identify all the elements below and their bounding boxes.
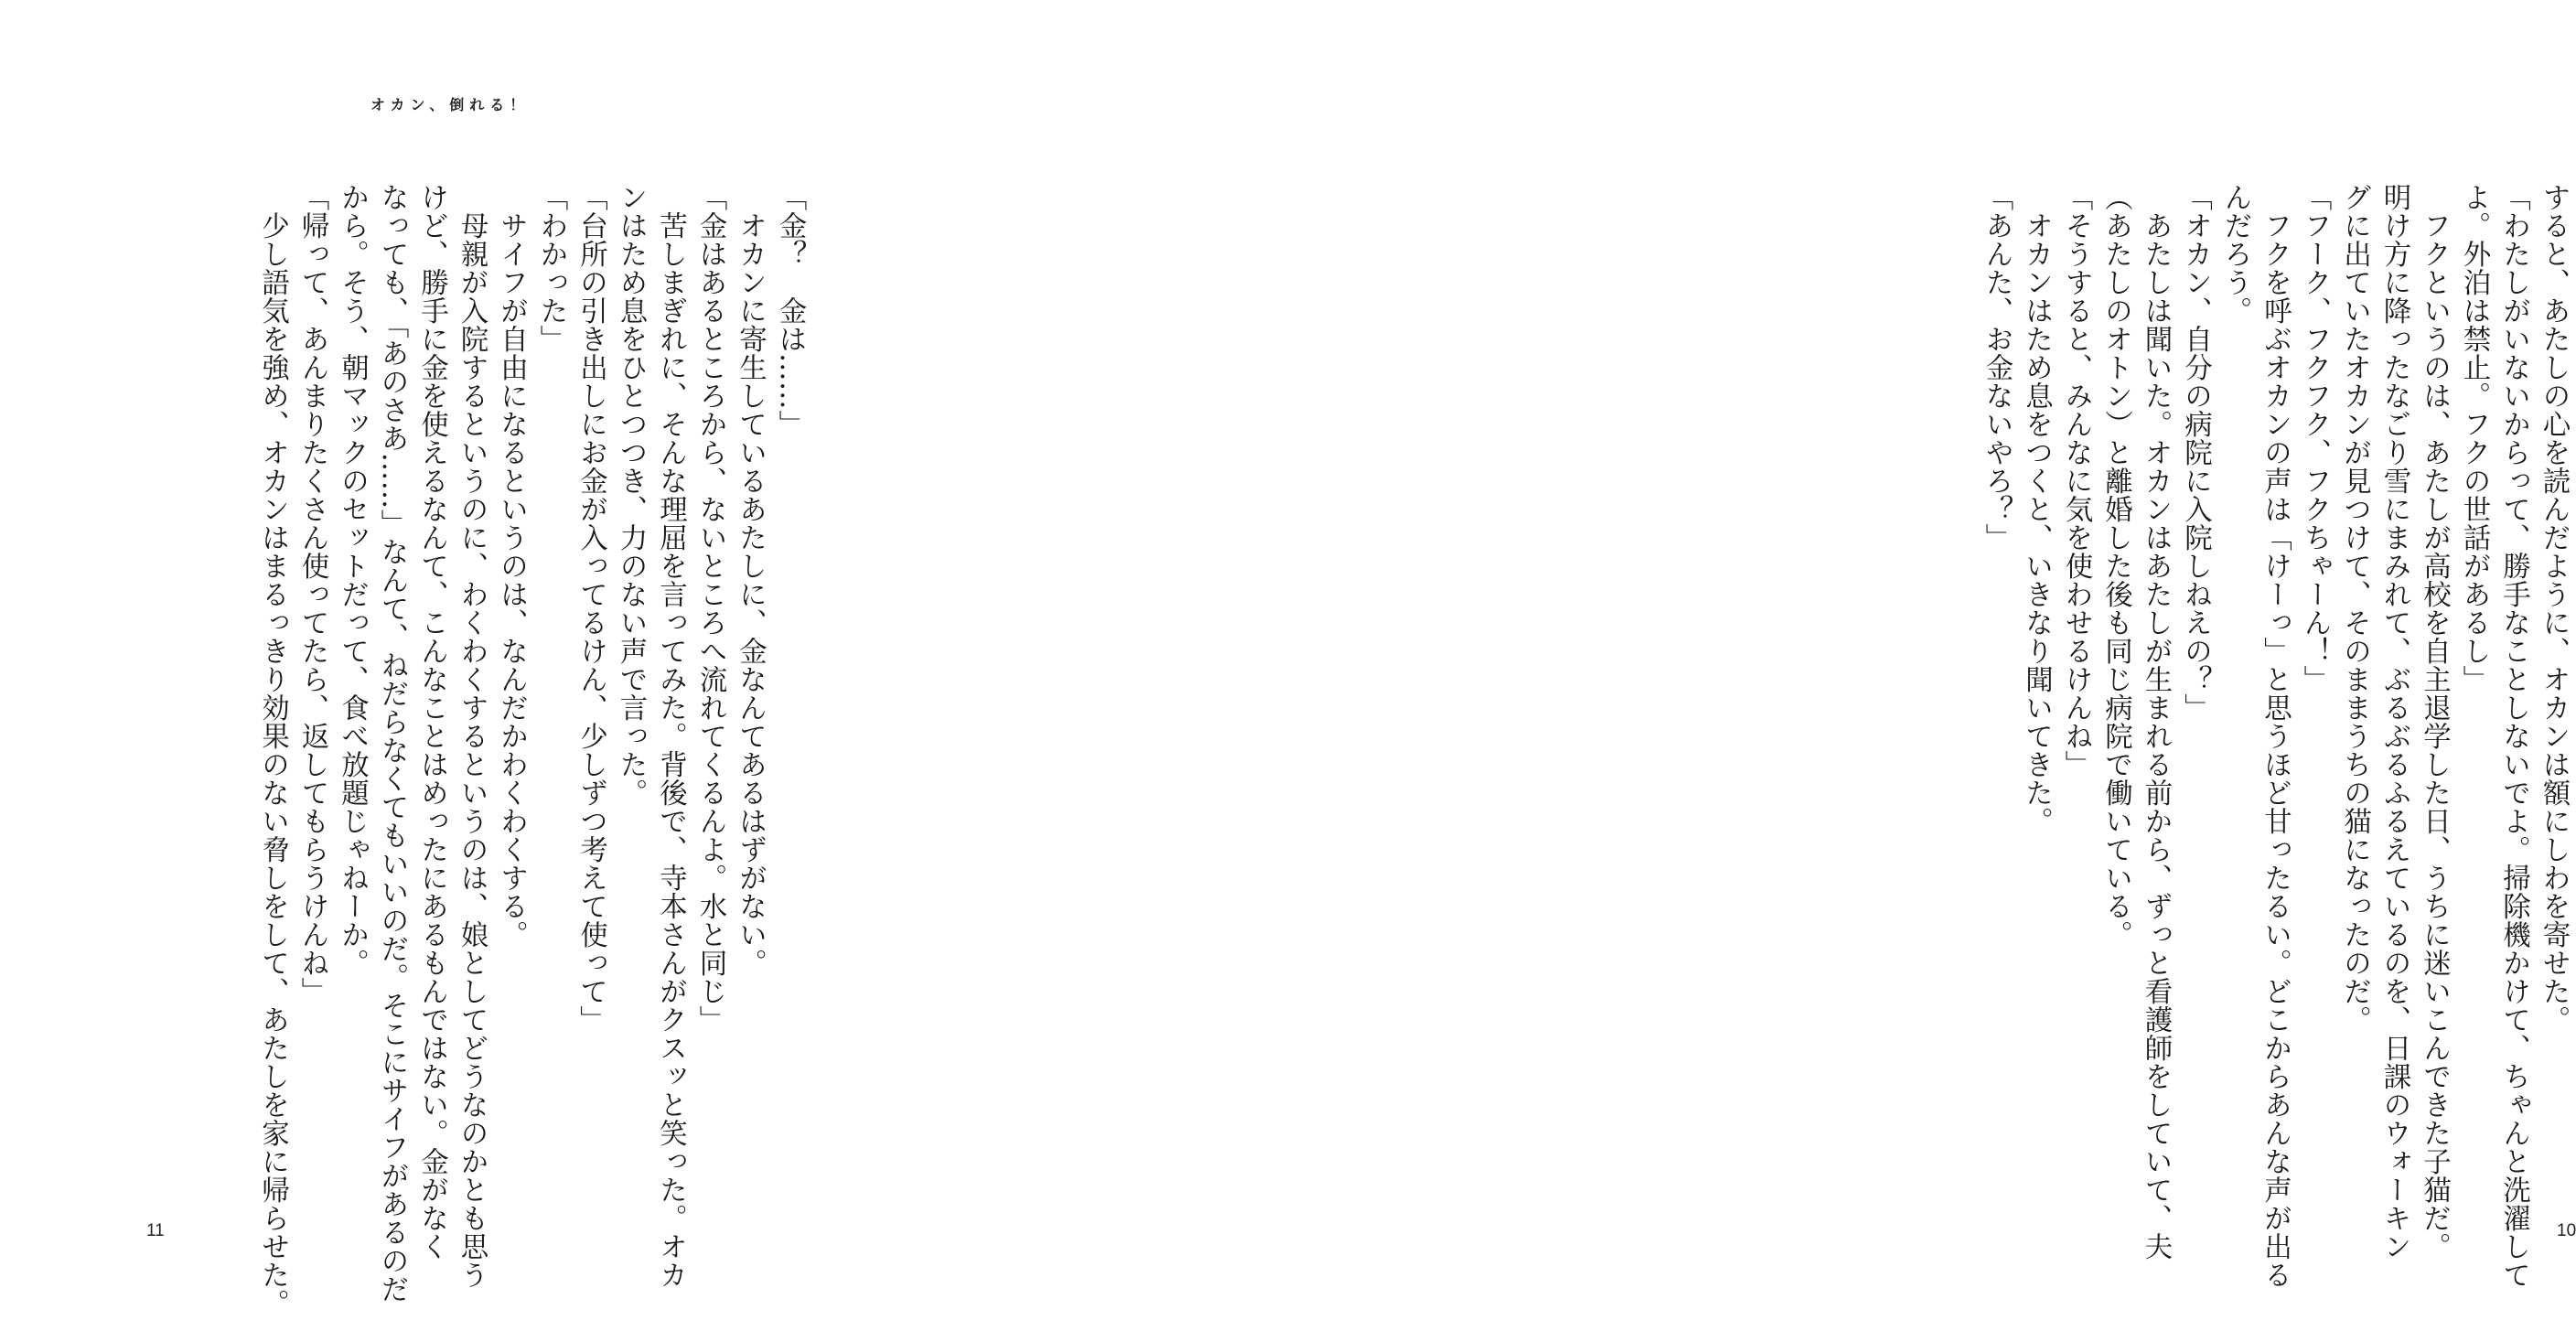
text-line: オカンに寄生しているあたしに、金なんてあるはずがない。	[734, 183, 767, 977]
text-line: フクというのは、あたしが高校を自主退学した日、うちに迷いこんできた子猫だ。	[2418, 183, 2451, 1261]
running-head: オカン、倒れる！	[370, 96, 531, 113]
text-line: 明け方に降ったなごり雪にまみれて、ぶるぶるふるえているのを、日課のウォーキン	[2378, 183, 2410, 1261]
left-page	[0, 0, 915, 1320]
text-line: んだろう。	[2219, 183, 2251, 325]
text-line: 「金はあるところから、ないところへ流れてくるんよ。水と同じ」	[694, 183, 726, 1034]
text-line: 「台所の引き出しにお金が入ってるけん、少しずつ考えて使って」	[574, 183, 607, 1034]
text-line: 「帰って、あんまりたくさん使ってたら、返してもらうけんね」	[296, 183, 328, 1005]
text-line: 「フーク、フクフク、フクちゃーん！」	[2299, 183, 2331, 693]
text-line: なっても、「あのさあ……」なんて、ねだらなくてもいいのだ。そこにサイフがあるのだ	[376, 183, 408, 1304]
page-number-left: 11	[146, 1221, 165, 1240]
text-line: よ。外泊は禁止。フクの世話があるし」	[2458, 183, 2490, 693]
text-line: オカンはため息をつくと、いきなり聞いてきた。	[2020, 183, 2053, 835]
text-line: 「そうすると、みんなに気を使わせるけんね」	[2060, 183, 2092, 778]
text-line: 少し語気を強め、オカンはまるっきり効果のない脅しをして、あたしを家に帰らせた。	[256, 183, 289, 1317]
text-line: 母親が入院するというのに、わくわくするというのは、娘としてどうなのかとも思う	[456, 183, 488, 1289]
text-line: サイフが自由になるというのは、なんだかわくわくする。	[495, 183, 528, 949]
text-line: 「金？ 金は……」	[774, 183, 806, 438]
page-number-right: 10	[2557, 1221, 2576, 1240]
text-line: グに出ていたオカンが見つけて、そのままうちの猫になったのだ。	[2338, 183, 2371, 1034]
text-line: 「わかった」	[535, 183, 567, 353]
text-line: フクを呼ぶオカンの声は「けーっ」と思うほど甘ったるい。どこからあんな声が出る	[2259, 183, 2292, 1289]
text-line: 「オカン、自分の病院に入院しねえの？」	[2179, 183, 2212, 722]
text-line: けど、勝手に金を使えるなんて、こんなことはめったにあるもんではない。金がなく	[415, 183, 448, 1261]
text-line: （あたしのオトン）と離婚した後も同じ病院で働いている。	[2099, 183, 2132, 949]
text-line: ンはため息をひとつつき、力のない声で言った。	[615, 183, 647, 807]
text-line: 「わたしがいないからって、勝手なことしないでよ。掃除機かけて、ちゃんと洗濯して	[2497, 183, 2530, 1289]
text-line: すると、あたしの心を読んだように、オカンは額にしわを寄せた。	[2538, 183, 2570, 1034]
text-line: 「あんた、お金ないやろ？」	[1980, 183, 2012, 552]
text-line: から。そう、朝マックのセットだって、食べ放題じゃねーか。	[336, 183, 369, 977]
text-line: あたしは聞いた。オカンはあたしが生まれる前から、ずっと看護師をしていて、夫	[2140, 183, 2172, 1261]
right-page	[915, 0, 2576, 1320]
text-line: 苦しまぎれに、そんな理屈を言ってみた。背後で、寺本さんがクスッと笑った。オカ	[654, 183, 687, 1289]
